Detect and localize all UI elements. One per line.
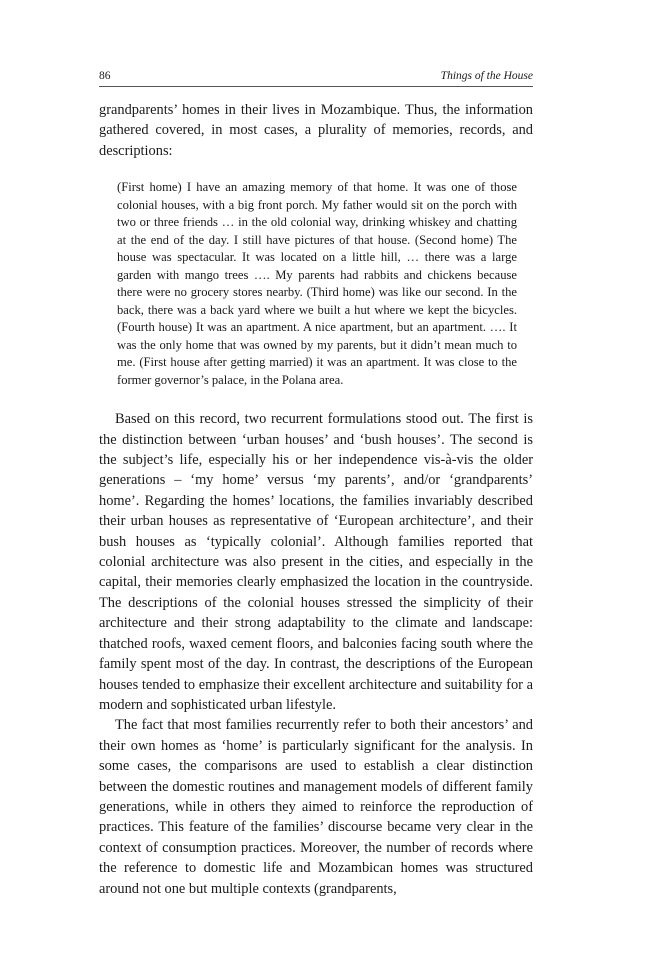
body-paragraph-1: Based on this record, two recurrent formulations stood out. The first is the distinction between ‘urban houses’ and ‘bush houses’. The second is the subject’s life, especially his or her independence vis-à-vis the older generations – ‘my home’ versus ‘my parents’, and/or ‘grandparents’ home’. Regarding the homes’ locations, the families invariably described their urban houses as representative of ‘European architecture’, and their bush houses as ‘typically colonial’. Although families reported that colonial architecture was also present in the cities, and especially in the capital, their memories clearly emphasized the location in the countryside. The descriptions of the colonial houses stressed the simplicity of their architecture and their strong adaptability to the climate and landscape: thatched roofs, waxed cement floors, and balconies facing south where the family spent most of the day. In contrast, the descriptions of the European houses tended to emphasize their excellent architecture and suitability for a modern and sophisticated urban lifestyle. <box>99 411 533 713</box>
intro-paragraph: grandparents’ homes in their lives in Mozambique. Thus, the information gathered covered, in most cases, a plurality of memories, records, and descriptions: <box>99 102 533 159</box>
running-header <box>99 70 533 87</box>
body-paragraph-2: The fact that most families recurrently refer to both their ancestors’ and their own homes as ‘home’ is particularly significant for the analysis. In some cases, the comparisons are used to establish a clear distinction between the domestic routines and management models of different family generations, while in others they aimed to reinforce the reproduction of practices. This feature of the families’ discourse became very clear in the context of consumption practices. Moreover, the number of records where the reference to domestic life and Mozambican homes was structured around not one but multiple contexts (grandparents, <box>99 717 533 897</box>
block-quote: (First home) I have an amazing memory of that home. It was one of those colonial houses, with a big front porch. My father would sit on the porch with two or three friends … in the old colonial way, drinking whiskey and chatting at the end of the day. I still have pictures of that house. (Second home) The house was spectacular. It was located on a little hill, … there was a large garden with mango trees …. My parents had rabbits and chickens because there were no grocery stores nearby. (Third home) was like our second. In the back, there was a back yard where we built a hut where we kept the bicycles. (Fourth house) It was an apartment. A nice apartment, but an apartment. …. It was the only home that was owned by my parents, but it didn’t mean much to me. (First house after getting married) it was an apartment. It was close to the former governor’s palace, in the Polana area. <box>117 180 517 387</box>
running-title: Things of the House <box>440 70 533 82</box>
page-body <box>99 100 533 899</box>
page-number: 86 <box>99 70 111 82</box>
